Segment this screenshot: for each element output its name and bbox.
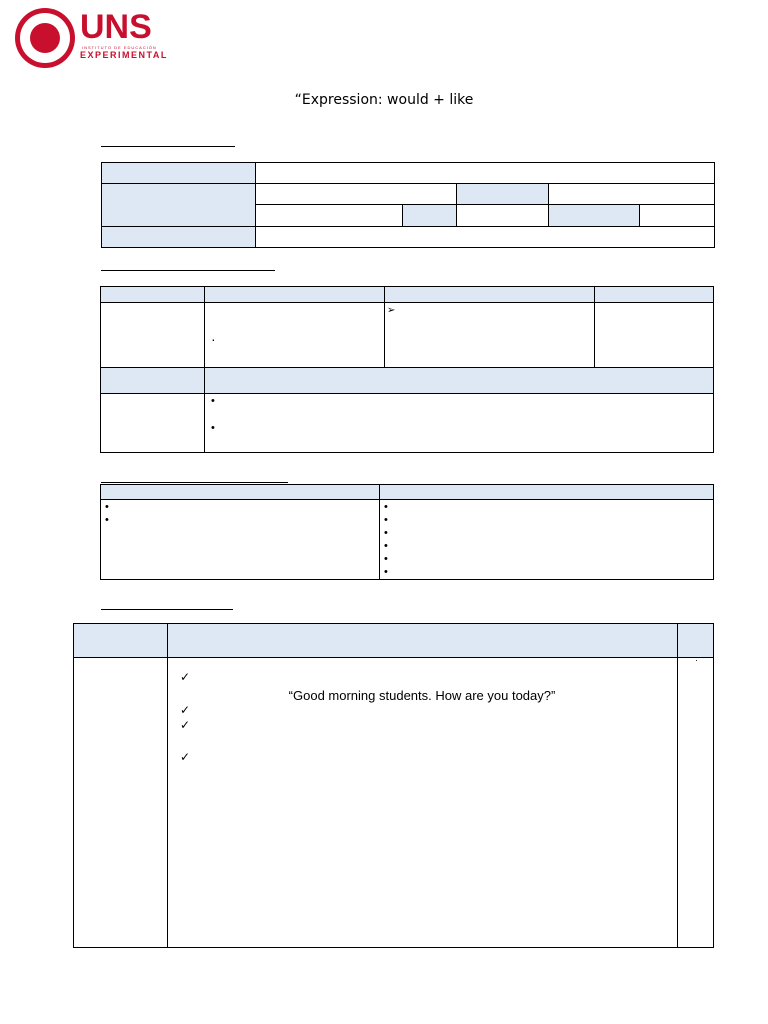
table-cell [101,162,256,184]
greeting-text: “Good morning students. How are you today?” [288,688,556,703]
table-cell [456,183,549,205]
arrow-bullet-icon: ➢ [387,305,396,316]
bullet-icon: • [211,395,215,407]
table-cell [204,302,385,368]
table-cell [456,204,549,227]
table-cell [101,183,256,227]
table-cell [204,367,714,394]
table-cell [594,302,714,368]
table-cell [100,302,205,368]
table-cell [100,499,380,580]
section-3-heading-underline [101,482,288,483]
bullet-icon: • [384,514,388,526]
check-icon: ✓ [180,718,191,732]
table-cell [384,286,595,303]
table-cell [204,393,714,453]
bullet-icon: • [211,422,215,434]
table-cell [594,286,714,303]
bullet-icon: • [384,527,388,539]
table-cell [73,623,168,658]
section-4-heading-underline [101,609,233,610]
logo-subtitle: INSTITUTO DE EDUCACIÓN [82,45,157,50]
bullet-icon: • [384,566,388,578]
table-cell [639,204,715,227]
table-cell [255,226,715,248]
table-cell [677,623,714,658]
table-cell [167,623,678,658]
bullet-icon: • [105,514,109,526]
table-cell [548,204,640,227]
small-dot-icon: · [695,655,698,665]
bullet-icon: • [384,540,388,552]
table-cell [100,484,380,500]
bullet-icon: • [105,501,109,513]
table-cell [255,204,403,227]
section-1-heading-underline [101,146,235,147]
table-cell [384,302,595,368]
check-icon: ✓ [180,750,191,764]
table-cell [677,657,714,948]
table-cell [101,226,256,248]
table-cell [402,204,457,227]
check-icon: ✓ [180,703,191,717]
table-cell [548,183,715,205]
table-cell [255,162,715,184]
table-cell [255,183,457,205]
institution-seal [15,8,75,68]
table-cell [379,499,714,580]
bullet-icon: • [384,501,388,513]
small-dot-icon: · [211,331,216,347]
table-cell [204,286,385,303]
table-cell [379,484,714,500]
check-icon: ✓ [180,670,191,684]
table-cell [100,393,205,453]
document-title: “Expression: would + like [294,92,474,108]
table-cell [100,286,205,303]
bullet-icon: • [384,553,388,565]
table-cell [73,657,168,948]
logo-brand: UNS [80,8,152,46]
logo-division: EXPERIMENTAL [80,50,168,60]
table-cell [100,367,205,394]
section-2-heading-underline [101,270,275,271]
